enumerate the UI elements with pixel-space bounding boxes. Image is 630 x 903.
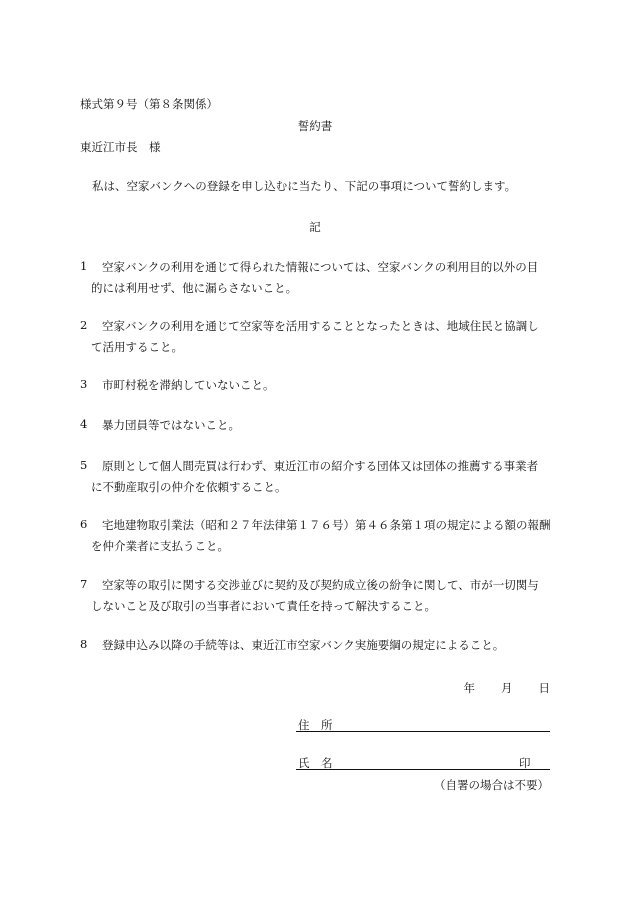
form-number: 様式第９号（第８条関係） bbox=[80, 97, 218, 111]
item-number: 3 bbox=[80, 377, 88, 391]
item-number: 2 bbox=[80, 318, 88, 332]
pledge-item-5 bbox=[80, 458, 550, 495]
item-number: 5 bbox=[80, 458, 88, 472]
item-number: 8 bbox=[80, 637, 88, 651]
item-text: 空家バンクの利用を通じて得られた情報については、空家バンクの利用目的以外の目 bbox=[102, 260, 539, 274]
document-title bbox=[0, 118, 630, 134]
pledge-item-2 bbox=[80, 318, 550, 355]
item-text-continued: 的には利用せず、他に漏らさないこと。 bbox=[91, 281, 298, 295]
item-number: 4 bbox=[80, 417, 88, 431]
item-text: 登録申込み以降の手続等は、東近江市空家バンク実施要綱の規定によること。 bbox=[102, 638, 505, 652]
seal-mark: 印 bbox=[519, 756, 531, 770]
item-text: 原則として個人間売買は行わず、東近江市の紹介する団体又は団体の推薦する事業者 bbox=[102, 459, 539, 473]
ki-heading: 記 bbox=[309, 220, 321, 234]
item-text-continued: しないこと及び取引の当事者において責任を持って解決すること。 bbox=[91, 599, 436, 613]
item-text-continued: に不動産取引の仲介を依頼すること。 bbox=[91, 480, 287, 494]
item-number: 1 bbox=[80, 259, 88, 273]
date-year: 年 bbox=[463, 681, 475, 695]
item-text: 空家バンクの利用を通じて空家等を活用することとなったときは、地域住民と協調し bbox=[102, 319, 539, 333]
item-number: 6 bbox=[80, 517, 88, 531]
pledge-item-4 bbox=[80, 417, 550, 433]
signature-note: （自署の場合は不要） bbox=[434, 778, 549, 792]
date-day: 日 bbox=[538, 681, 550, 695]
name-field[interactable] bbox=[296, 769, 550, 770]
item-text-continued: を仲介業者に支払うこと。 bbox=[91, 539, 229, 553]
document-title-text: 誓約書 bbox=[297, 119, 333, 133]
pledge-item-6 bbox=[80, 517, 550, 554]
pledge-item-8 bbox=[80, 637, 550, 653]
name-label: 氏 名 bbox=[298, 756, 333, 770]
date-month: 月 bbox=[501, 681, 513, 695]
pledge-statement: 私は、空家バンクへの登録を申し込むに当たり、下記の事項について誓約します。 bbox=[92, 179, 517, 193]
pledge-item-1 bbox=[80, 259, 550, 296]
address-field[interactable] bbox=[296, 731, 550, 732]
date-line bbox=[464, 680, 551, 696]
pledge-item-7 bbox=[80, 577, 550, 614]
item-text: 暴力団員等ではないこと。 bbox=[102, 418, 240, 432]
item-text: 空家等の取引に関する交渉並びに契約及び契約成立後の紛争に関して、市が一切関与 bbox=[102, 578, 539, 592]
addressee: 東近江市長 様 bbox=[80, 140, 161, 154]
item-text: 市町村税を滞納していないこと。 bbox=[102, 378, 275, 392]
pledge-item-3 bbox=[80, 377, 550, 393]
address-label: 住 所 bbox=[298, 718, 333, 732]
item-number: 7 bbox=[80, 577, 88, 591]
item-text-continued: て活用すること。 bbox=[91, 340, 183, 354]
item-text: 宅地建物取引業法（昭和２７年法律第１７６号）第４６条第１項の規定による額の報酬 bbox=[102, 518, 551, 532]
